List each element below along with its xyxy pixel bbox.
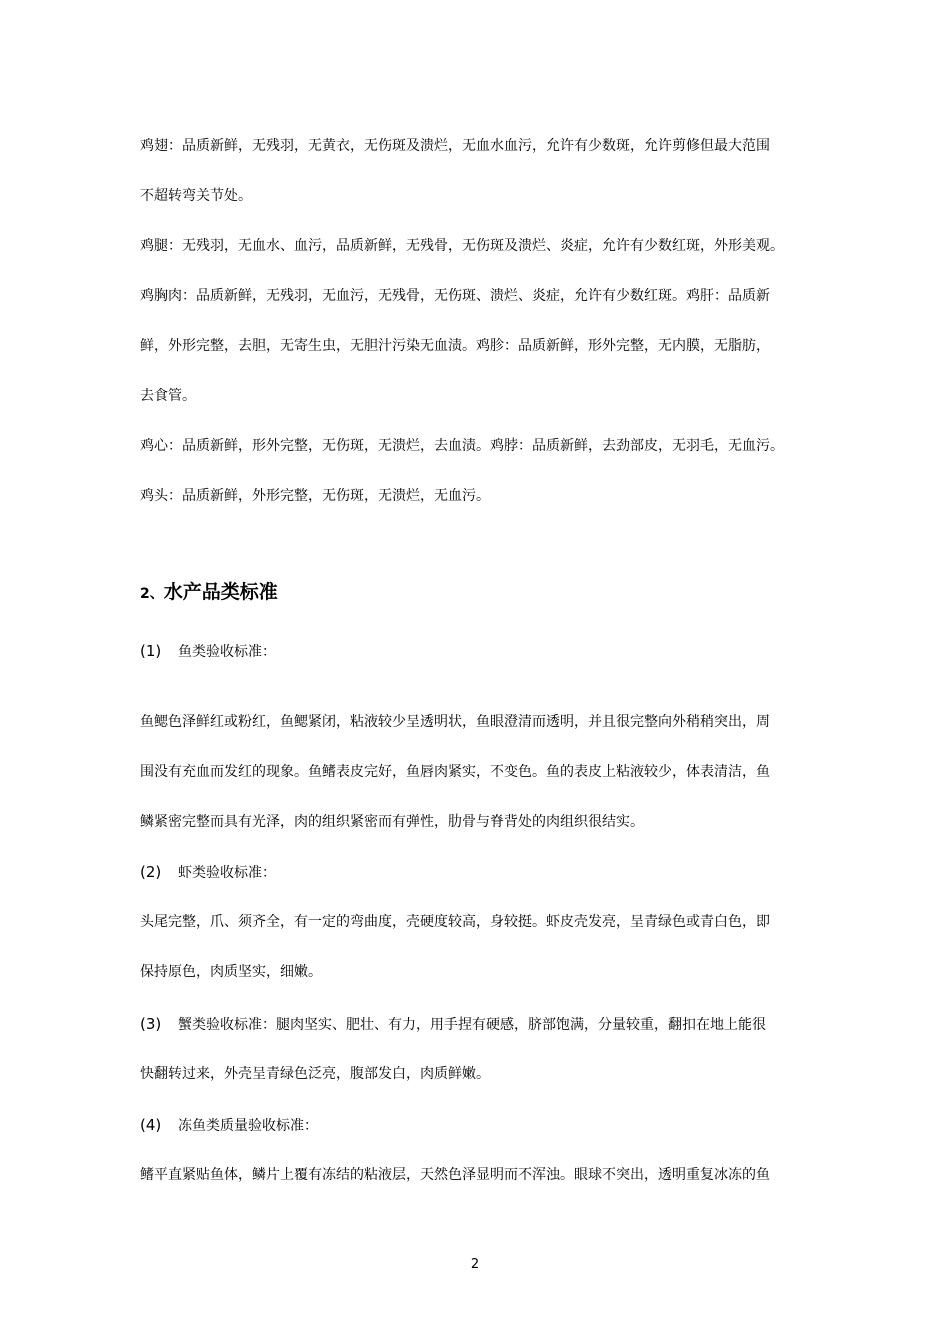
fish-line-3: 鳞紧密完整而具有光泽，肉的组织紧密而有弹性，肋骨与脊背处的肉组织很结实。 [140,814,644,830]
page-number: 2 [470,1257,480,1272]
crab-line-2: 快翻转过来，外壳呈青绿色泛亮，腹部发白，肉质鲜嫩。 [140,1066,490,1082]
shrimp-number: (2) [140,863,162,881]
chicken-wing-line-2: 不超转弯关节处。 [140,188,252,204]
crab-label: 蟹类验收标准：腿肉坚实、肥壮、有力，用手捏有硬感，脐部饱满，分量较重，翻扣在地上能很 [178,1017,766,1033]
crab-subheading [140,1014,766,1035]
shrimp-label: 虾类验收标准： [178,865,276,881]
shrimp-line-2: 保持原色，肉质坚实，细嫩。 [140,964,322,980]
frozen-fish-label: 冻鱼类质量验收标准： [178,1118,318,1134]
chicken-wing-line-1: 鸡翅：品质新鲜，无残羽，无黄衣，无伤斑及溃烂，无血水血污，允许有少数斑，允许剪修但最大范围 [140,138,770,154]
section-number: 2、 [140,586,164,602]
section-title: 水产品类标准 [163,581,278,603]
fish-number: (1) [140,642,162,660]
fish-subheading [140,641,276,662]
frozen-fish-line-1: 鳍平直紧贴鱼体，鳞片上覆有冻结的粘液层，天然色泽显明而不浑浊。眼球不突出，透明重复冰冻的鱼 [140,1167,770,1183]
fish-line-1: 鱼鳃色泽鲜红或粉红，鱼鳃紧闭，粘液较少呈透明状，鱼眼澄清而透明，并且很完整向外稍稍突出，周 [140,714,770,730]
chicken-heart-line: 鸡心：品质新鲜，形外完整，无伤斑，无溃烂，去血渍。鸡脖：品质新鲜，去劲部皮，无羽毛，无血污。 [140,438,784,454]
section-heading [140,579,278,607]
chicken-breast-line-3: 去食管。 [140,388,196,404]
chicken-head-line: 鸡头：品质新鲜，外形完整，无伤斑，无溃烂，无血污。 [140,488,490,504]
chicken-breast-line-1: 鸡胸肉：品质新鲜，无残羽，无血污，无残骨，无伤斑、溃烂、炎症，允许有少数红斑。鸡肝：品质新 [140,288,770,304]
fish-line-2: 围没有充血而发红的现象。鱼鳍表皮完好，鱼唇肉紧实，不变色。鱼的表皮上粘液较少，体表清洁，鱼 [140,764,770,780]
crab-number: (3) [140,1015,162,1033]
shrimp-line-1: 头尾完整，爪、须齐全，有一定的弯曲度，壳硬度较高，身较挺。虾皮壳发亮，呈青绿色或青白色，即 [140,914,770,930]
chicken-leg-line: 鸡腿：无残羽，无血水、血污，品质新鲜，无残骨，无伤斑及溃烂、炎症，允许有少数红斑，外形美观。 [140,238,784,254]
frozen-fish-subheading [140,1115,318,1136]
shrimp-subheading [140,862,276,883]
frozen-fish-number: (4) [140,1116,162,1134]
fish-label: 鱼类验收标准： [178,644,276,660]
chicken-breast-line-2: 鲜，外形完整，去胆，无寄生虫，无胆汁污染无血渍。鸡胗：品质新鲜，形外完整，无内膜，无脂肪， [140,338,770,354]
